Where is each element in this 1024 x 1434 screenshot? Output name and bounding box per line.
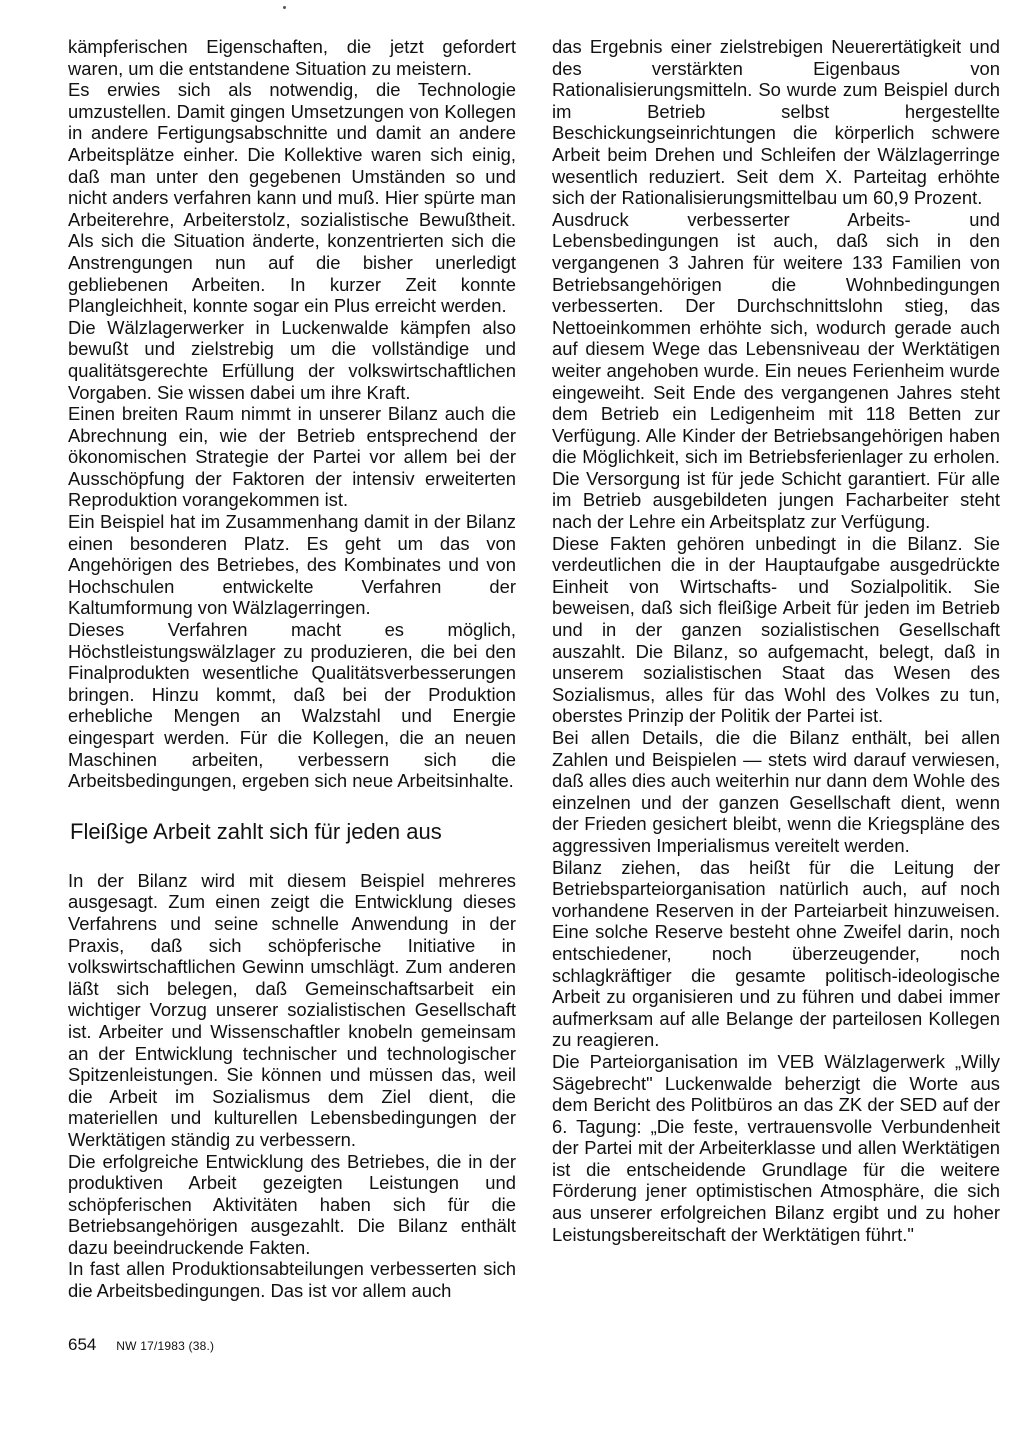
paragraph: das Ergebnis einer zielstrebigen Neuerertätigkeit und des verstärkten Eigenbaus von Rationalisierungsmitteln. So wurde zum Beispiel durch im Betrieb selbst hergestellte Beschickungseinrichtungen die körperlich schwere Arbeit beim Drehen und Schleifen der Wälzlagerringe wesentlich reduziert. Seit dem X. Parteitag erhöhte sich der Rationalisierungsmittelbau um 60,9 Prozent. (552, 36, 1000, 209)
paragraph: In fast allen Produktionsabteilungen verbesserten sich die Arbeitsbedingungen. Das ist vor allem auch (68, 1258, 516, 1302)
print-speck (283, 6, 286, 9)
paragraph: Diese Fakten gehören unbedingt in die Bilanz. Sie verdeutlichen die in der Hauptaufgabe ausgedrückte Einheit von Wirtschafts- und Sozialpolitik. Sie beweisen, daß sich fleißige Arbeit für jeden im Betrieb und in der ganzen sozialistischen Gesellschaft auszahlt. Die Bilanz, so aufgemacht, belegt, daß in unserem sozialistischen Staat das Wesen des Sozialismus, alles für das Wohl des Volkes zu tun, oberstes Prinzip der Politik der Partei ist. (552, 532, 1000, 727)
page-number: 654 (68, 1335, 97, 1354)
page-footer (68, 1336, 214, 1355)
paragraph: Bilanz ziehen, das heißt für die Leitung der Betriebsparteiorganisation natürlich auch, auf noch vorhandene Reserven in der Parteiarbeit hinzuweisen. Eine solche Reserve besteht ohne Zweifel darin, noch entschiedener, noch überzeugender, noch schlagkräftiger die gesamte politisch-ideologische Arbeit zu organisieren und zu führen und dabei immer aufmerksam auf alle Belange der parteilosen Kollegen zu reagieren. (552, 856, 1000, 1051)
paragraph: Die erfolgreiche Entwicklung des Betriebes, die in der produktiven Arbeit gezeigten Leistungen und schöpferischen Aktivitäten haben sich für die Betriebsangehörigen ausgezahlt. Die Bilanz enthält dazu beeindruckende Fakten. (68, 1150, 516, 1258)
paragraph: Ein Beispiel hat im Zusammenhang damit in der Bilanz einen besonderen Platz. Es geht um das von Angehörigen des Betriebes, des Kombinates und von Hochschulen entwickelte Verfahren der Kaltumformung von Wälzlagerringen. (68, 511, 516, 619)
paragraph: Bei allen Details, die die Bilanz enthält, bei allen Zahlen und Beispielen — stets wird darauf verwiesen, daß alles dies auch weiterhin nur dann dem Wohle des einzelnen und der ganzen Gesellschaft dient, wenn der Frieden gesichert bleibt, wenn die Kriegspläne des aggressiven Imperialismus vereitelt werden. (552, 727, 1000, 856)
paragraph: Die Wälzlagerwerker in Luckenwalde kämpfen also bewußt und zielstrebig um die vollständige und qualitätsgerechte Erfüllung der volkswirtschaftlichen Vorgaben. Sie wissen dabei um ihre Kraft. (68, 316, 516, 403)
paragraph: kämpferischen Eigenschaften, die jetzt gefordert waren, um die entstandene Situation zu meistern. (68, 36, 516, 79)
right-column (552, 36, 1000, 1245)
paragraph: In der Bilanz wird mit diesem Beispiel mehreres ausgesagt. Zum einen zeigt die Entwicklung dieses Verfahrens und seine schnelle Anwendung in der Praxis, daß sich schöpferische Initiative in volkswirtschaftlichen Gewinn umschlägt. Zum anderen läßt sich belegen, daß Gemeinschaftsarbeit ein wichtiger Vorzug unserer sozialistischen Gesellschaft ist. Arbeiter und Wissenschaftler knobeln gemeinsam an der Entwicklung technischer und technologischer Spitzenleistungen. Sie können und müssen das, weil die Arbeit im Sozialismus dem Ziel dient, die materiellen und kulturellen Lebensbedingungen der Werktätigen ständig zu verbessern. (68, 869, 516, 1150)
paragraph: Es erwies sich als notwendig, die Technologie umzustellen. Damit gingen Umsetzungen von Kollegen in andere Fertigungsabschnitte und damit an andere Arbeitsplätze einher. Die Kollektive waren sich einig, daß man unter den gegebenen Umständen so und nicht anders verfahren kann und muß. Hier spürte man Arbeiterehre, Arbeiterstolz, sozialistische Bewußtheit. Als sich die Situation änderte, konzentrierten sich die Anstrengungen nun auf die bisher unerledigt gebliebenen Arbeiten. In kurzer Zeit konnte Plangleichheit, konnte sogar ein Plus erreicht werden. (68, 79, 516, 317)
left-column (68, 36, 516, 1302)
section-heading: Fleißige Arbeit zahlt sich für jeden aus (70, 818, 442, 844)
issue-reference: NW 17/1983 (38.) (116, 1339, 215, 1353)
paragraph: Dieses Verfahren macht es möglich, Höchstleistungswälzlager zu produzieren, die bei den Finalprodukten wesentliche Qualitätsverbesserungen bringen. Hinzu kommt, daß bei der Produktion erhebliche Mengen an Walzstahl und Energie eingespart werden. Für die Kollegen, die an neuen Maschinen arbeiten, verbessern sich die Arbeitsbedingungen, ergeben sich neue Arbeitsinhalte. (68, 619, 516, 792)
paragraph: Die Parteiorganisation im VEB Wälzlagerwerk „Willy Sägebrecht" Luckenwalde beherzigt die Worte aus dem Bericht des Politbüros an das ZK der SED auf der 6. Tagung: „Die feste, vertrauensvolle Verbundenheit der Partei mit der Arbeiterklasse und allen Werktätigen ist die entscheidende Grundlage für die weitere Förderung jener optimistischen Atmosphäre, die sich aus unserer erfolgreichen Bilanz ergibt und zu hoher Leistungsbereitschaft der Werktätigen führt." (552, 1050, 1000, 1245)
paragraph: Einen breiten Raum nimmt in unserer Bilanz auch die Abrechnung ein, wie der Betrieb entsprechend der ökonomischen Strategie der Partei vor allem bei der Ausschöpfung der Faktoren der intensiv erweiterten Reproduktion vorangekommen ist. (68, 403, 516, 511)
paragraph: Ausdruck verbesserter Arbeits- und Lebensbedingungen ist auch, daß sich in den vergangenen 3 Jahren für weitere 133 Familien von Betriebsangehörigen die Wohnbedingungen verbesserten. Der Durchschnittslohn stieg, das Nettoeinkommen erhöhte sich, wodurch gerade auch auf diesem Wege das Lebensniveau der Werktätigen weiter angehoben wurde. Ein neues Ferienheim wurde eingeweiht. Seit Ende des vergangenen Jahres steht dem Betrieb ein Ledigenheim mit 118 Betten zur Verfügung. Alle Kinder der Betriebsangehörigen haben die Möglichkeit, sich im Betriebsferienlager zu erholen. Die Versorgung ist für jede Schicht garantiert. Für alle im Betrieb ausgebildeten jungen Facharbeiter steht nach der Lehre ein Arbeitsplatz zur Verfügung. (552, 208, 1000, 533)
